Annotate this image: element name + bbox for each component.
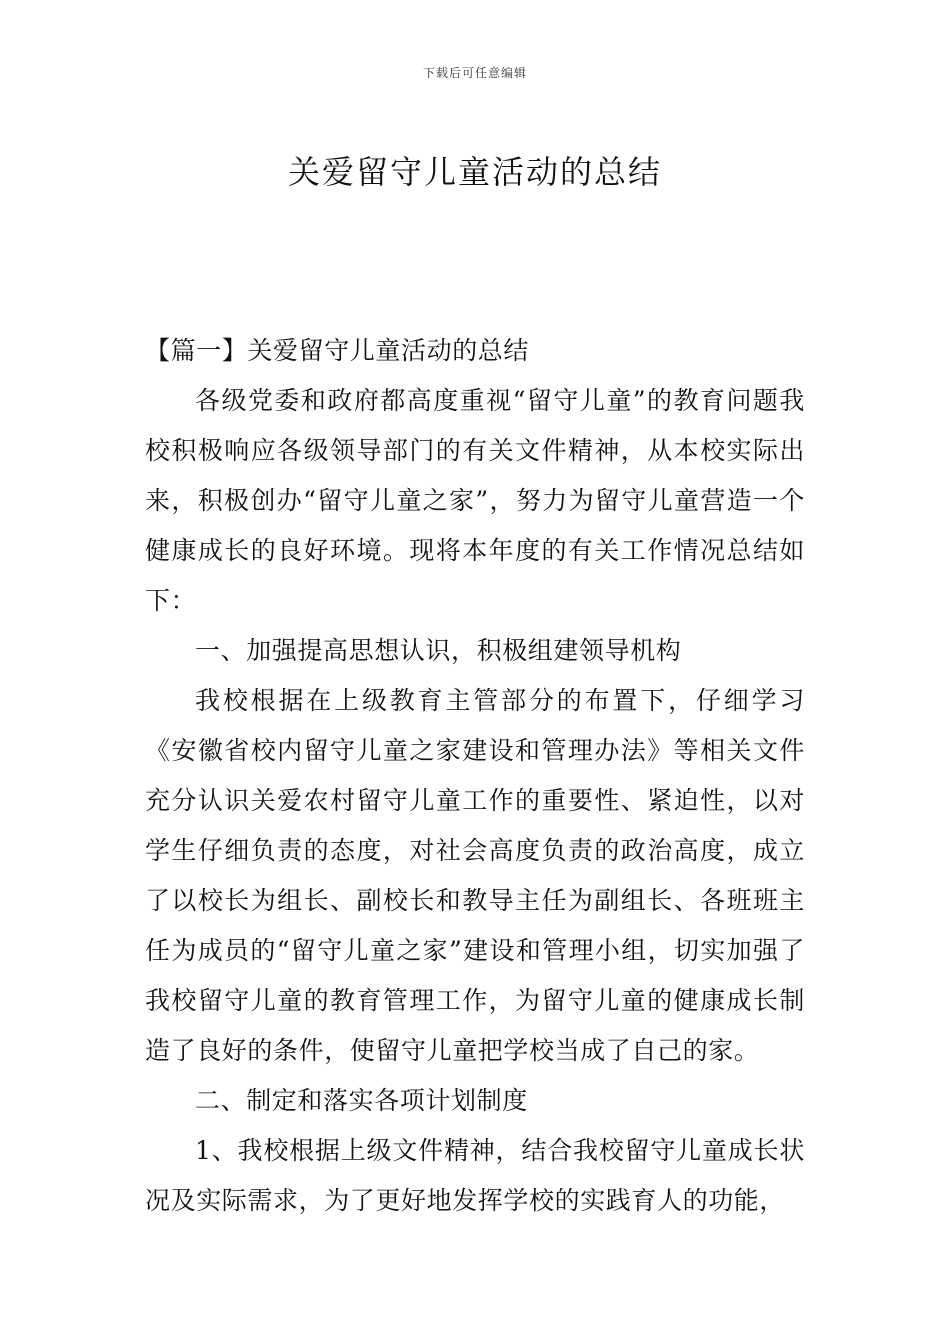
paragraph-item-one: 1、我校根据上级文件精神，结合我校留守儿童成长状况及实际需求，为了更好地发挥学校的实践育人的功能， <box>145 1136 805 1215</box>
paragraph-leadership: 我校根据在上级教育主管部分的布置下，仔细学习《安徽省校内留守儿童之家建设和管理办法》等相关文件充分认识关爱农村留守儿童工作的重要性、紧迫性，以对学生仔细负责的态度，对社会高度负责的政治高度，成立了以校长为组长、副校长和教导主任为副组长、各班班主任为成员的“留守儿童之家”建设和管理小组，切实加强了我校留守儿童的教育管理工作，为留守儿童的健康成长制造了良好的条件，使留守儿童把学校当成了自己的家。 <box>145 686 805 1065</box>
document-title: 关爱留守儿童活动的总结 <box>287 153 662 192</box>
paragraph-heading-two: 二、制定和落实各项计划制度 <box>195 1086 528 1115</box>
document-body <box>145 326 805 1226</box>
paragraph-intro: 各级党委和政府都高度重视“留守儿童”的教育问题我校积极响应各级领导部门的有关文件精神，从本校实际出来，积极创办“留守儿童之家”，努力为留守儿童营造一个健康成长的良好环境。现将本年度的有关工作情况总结如下： <box>145 386 805 615</box>
section-heading: 【篇一】关爱留守儿童活动的总结 <box>145 336 530 365</box>
paragraph-heading-one: 一、加强提高思想认识，积极组建领导机构 <box>195 636 682 665</box>
page-header-note: 下载后可任意编辑 <box>422 66 527 80</box>
